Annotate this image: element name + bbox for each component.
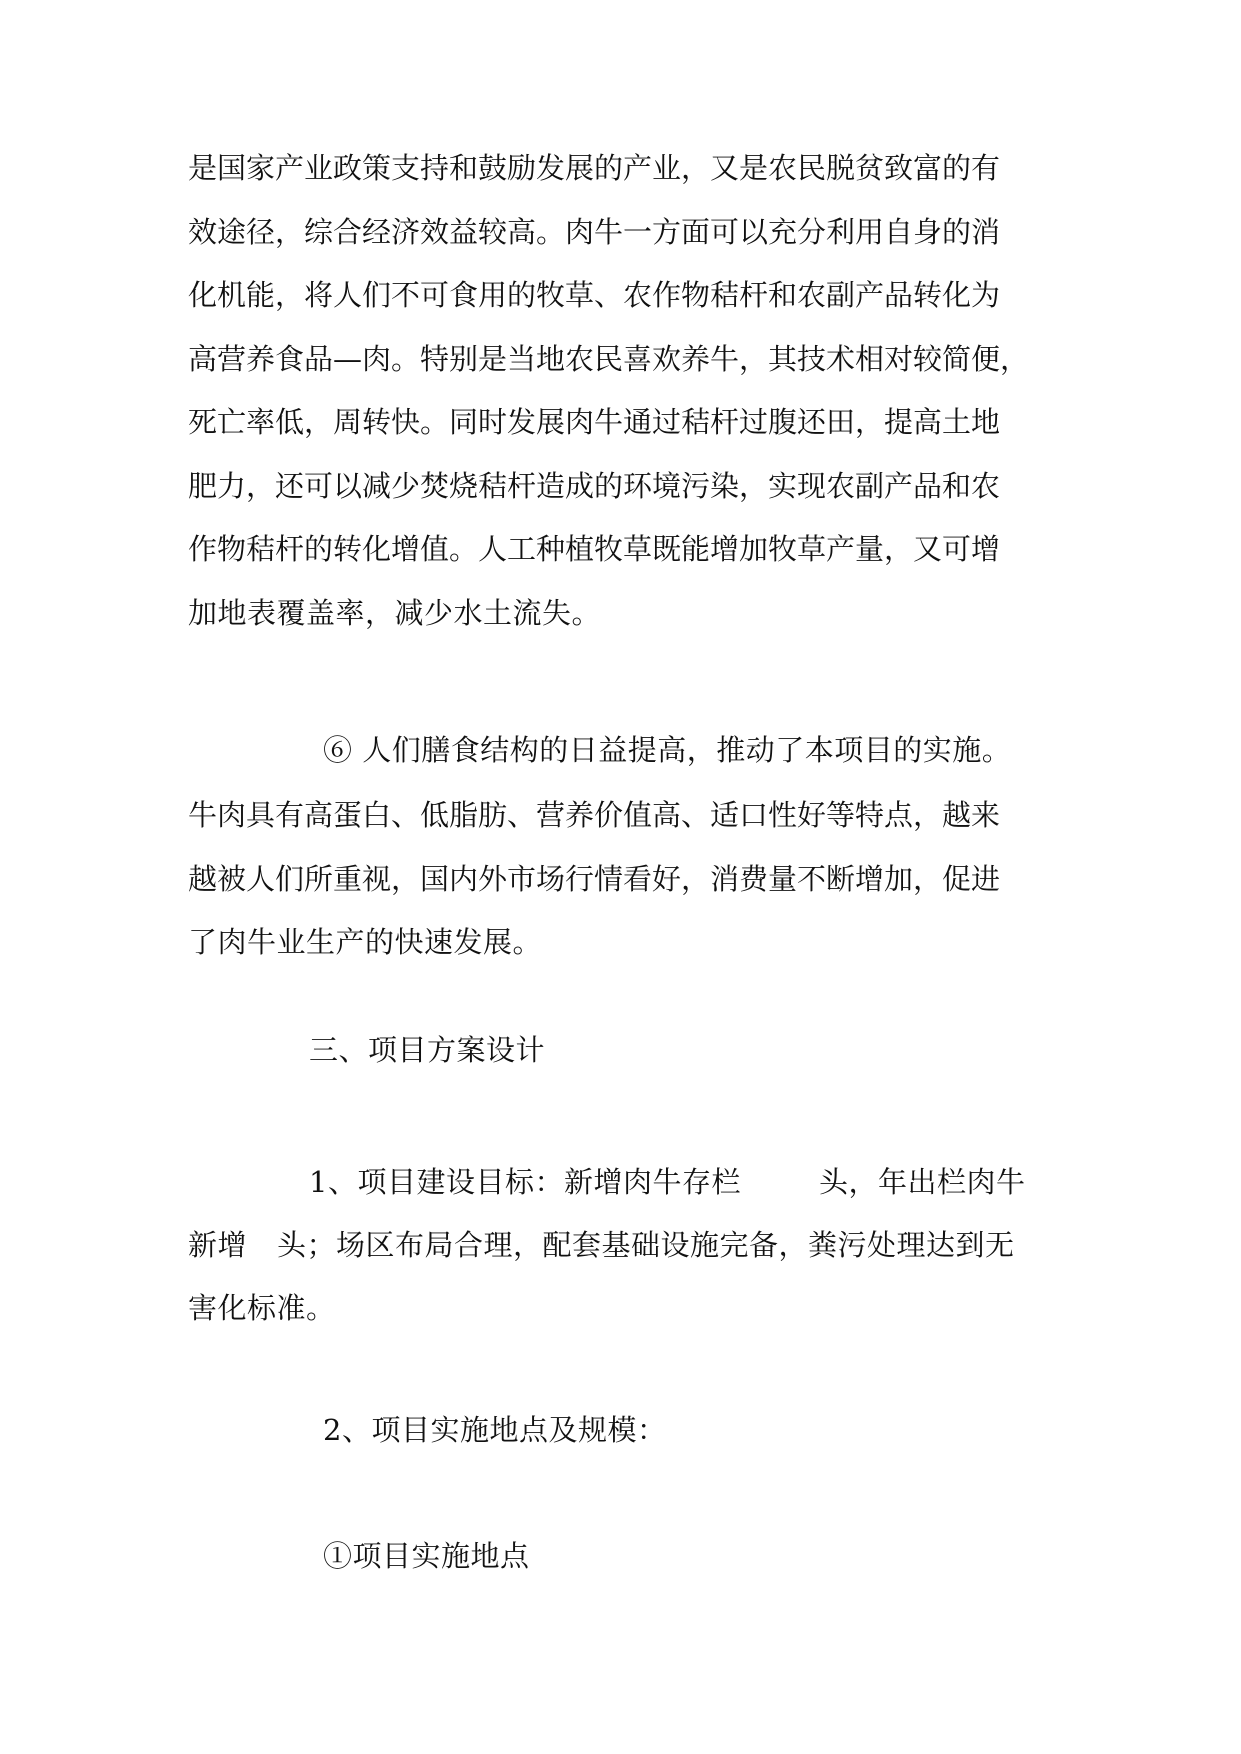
text-line: 肥力，还可以减少焚烧秸杆造成的环境污染，实现农副产品和农: [188, 468, 1001, 503]
text-line: 作物秸杆的转化增值。人工种植牧草既能增加牧草产量，又可增: [188, 532, 1001, 566]
paragraph-diet: [188, 784, 1068, 975]
section-heading-project-design: 三、项目方案设计: [309, 1033, 546, 1067]
text-line: 死亡率低，周转快。同时发展肉牛通过秸杆过腹还田，提高土地: [188, 405, 1001, 439]
text-line: 加地表覆盖率，减少水土流失。: [188, 595, 602, 630]
text-line: 化机能，将人们不可食用的牧草、农作物秸杆和农副产品转化为: [188, 278, 1001, 312]
item-location-scale-heading: 2、项目实施地点及规模：: [323, 1413, 667, 1447]
text-line: 高营养食品—肉。特别是当地农民喜欢养牛，其技术相对较简便，: [188, 341, 1030, 376]
item-construction-goal-line3: 害化标准。: [188, 1291, 336, 1325]
item-construction-goal-line2: [188, 1225, 1015, 1265]
text-line: 牛肉具有高蛋白、低脂肪、营养价值高、适口性好等特点，越来: [188, 798, 1001, 832]
goal-text-part2: 头，年出栏肉牛: [818, 1165, 1026, 1199]
goal-text-part3: 新增: [188, 1228, 248, 1262]
text-line: 越被人们所重视，国内外市场行情看好，消费量不断增加，促进: [188, 861, 1001, 896]
paragraph-benefits: [188, 137, 1068, 645]
paragraph-diet-first-line: ⑥ 人们膳食结构的日益提高，推动了本项目的实施。: [323, 733, 1012, 767]
text-line: 效途径，综合经济效益较高。肉牛一方面可以充分利用自身的消: [188, 214, 1001, 249]
text-line: 是国家产业政策支持和鼓励发展的产业，又是农民脱贫致富的有: [188, 151, 1001, 185]
goal-text-part1: 1、项目建设目标：新增肉牛存栏: [309, 1165, 741, 1199]
item-construction-goal-line1: [309, 1162, 1025, 1202]
sub-location-heading: ①项目实施地点: [323, 1539, 530, 1573]
text-line: 了肉牛业生产的快速发展。: [188, 925, 543, 959]
goal-text-part4: 头；场区布局合理，配套基础设施完备，粪污处理达到无: [277, 1228, 1015, 1262]
